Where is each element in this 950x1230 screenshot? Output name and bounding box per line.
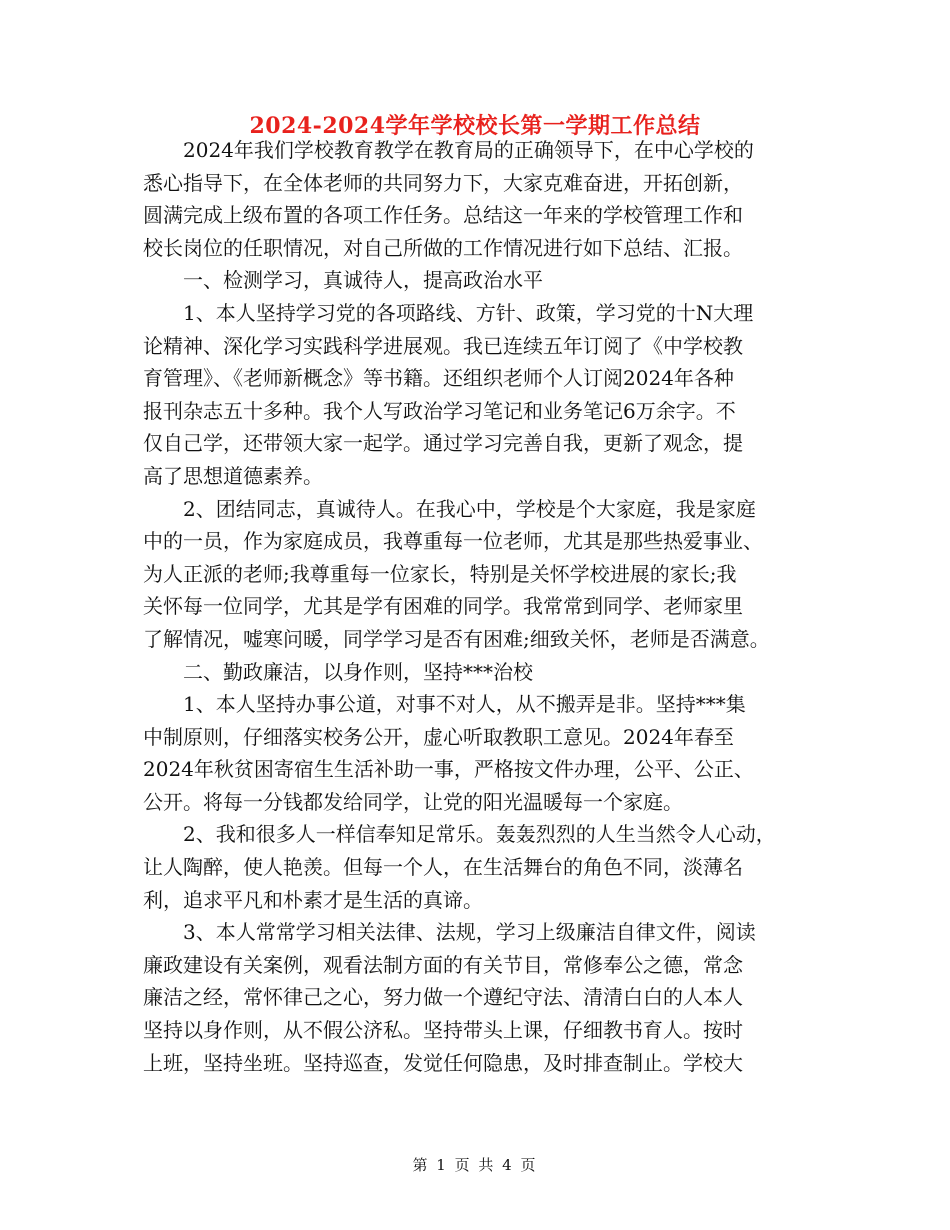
body-line: 坚持以身作则，从不假公济私。坚持带头上课，仔细教书育人。按时 xyxy=(143,1018,743,1043)
body-line: 了解情况，嘘寒问暖，同学学习是否有困难;细致关怀，老师是否满意。 xyxy=(143,626,770,651)
body-line: 报刊杂志五十多种。我个人写政治学习笔记和业务笔记6万余字。不 xyxy=(143,398,736,423)
body-line: 仅自己学，还带领大家一起学。通过学习完善自我，更新了观念，提 xyxy=(143,431,743,456)
body-line: 3、本人常常学习相关法律、法规，学习上级廉洁自律文件，阅读 xyxy=(143,920,756,945)
page-number-footer: 第 1 页 共 4 页 xyxy=(412,1156,538,1174)
body-line: 2024年我们学校教育教学在教育局的正确领导下，在中心学校的 xyxy=(143,138,754,162)
body-line: 论精神、深化学习实践科学进展观。我已连续五年订阅了《中学校教 xyxy=(143,333,743,358)
body-line: 中的一员，作为家庭成员，我尊重每一位老师，尤其是那些热爱事业、 xyxy=(143,529,763,554)
body-line: 悉心指导下，在全体老师的共同努力下，大家克难奋进，开拓创新， xyxy=(143,170,743,195)
section-heading: 一、检测学习，真诚待人，提高政治水平 xyxy=(143,268,543,293)
body-line: 公开。将每一分钱都发给同学，让党的阳光温暖每一个家庭。 xyxy=(143,789,683,814)
section-heading: 二、勤政廉洁，以身作则，坚持***治校 xyxy=(143,659,533,684)
body-line: 利，追求平凡和朴素才是生活的真谛。 xyxy=(143,887,483,912)
body-line: 1、本人坚持办事公道，对事不对人，从不搬弄是非。坚持***集 xyxy=(143,692,746,717)
body-line: 圆满完成上级布置的各项工作任务。总结这一年来的学校管理工作和 xyxy=(143,203,743,228)
document-title: 2024-2024学年学校校长第一学期工作总结 xyxy=(249,113,701,139)
body-line: 2、团结同志，真诚待人。在我心中，学校是个大家庭，我是家庭 xyxy=(143,496,756,521)
body-line: 2024年秋贫困寄宿生生活补助一事，严格按文件办理，公平、公正、 xyxy=(143,757,754,782)
body-line: 为人正派的老师;我尊重每一位家长，特别是关怀学校进展的家长;我 xyxy=(143,561,737,586)
body-line: 上班，坚持坐班。坚持巡查，发觉任何隐患，及时排查制止。学校大 xyxy=(143,1050,743,1075)
body-line: 廉洁之经，常怀律己之心，努力做一个遵纪守法、清清白白的人本人 xyxy=(143,985,743,1010)
document-body xyxy=(143,134,823,1079)
body-line: 中制原则，仔细落实校务公开，虚心听取教职工意见。2024年春至 xyxy=(143,724,734,749)
body-line: 让人陶醉，使人艳羡。但每一个人，在生活舞台的角色不同，淡薄名 xyxy=(143,855,743,880)
body-line: 廉政建设有关案例，观看法制方面的有关节目，常修奉公之德，常念 xyxy=(143,952,743,977)
body-line: 1、本人坚持学习党的各项路线、方针、政策，学习党的十N大理 xyxy=(143,300,754,325)
body-line: 校长岗位的任职情况，对自己所做的工作情况进行如下总结、汇报。 xyxy=(143,235,743,260)
body-line: 育管理》、《老师新概念》等书籍。还组织老师个人订阅2024年各种 xyxy=(143,366,734,391)
body-line: 高了思想道德素养。 xyxy=(143,463,323,488)
body-line: 关怀每一位同学，尤其是学有困难的同学。我常常到同学、老师家里 xyxy=(143,594,743,619)
body-line: 2、我和很多人一样信奉知足常乐。轰轰烈烈的人生当然令人心动， xyxy=(143,822,776,847)
